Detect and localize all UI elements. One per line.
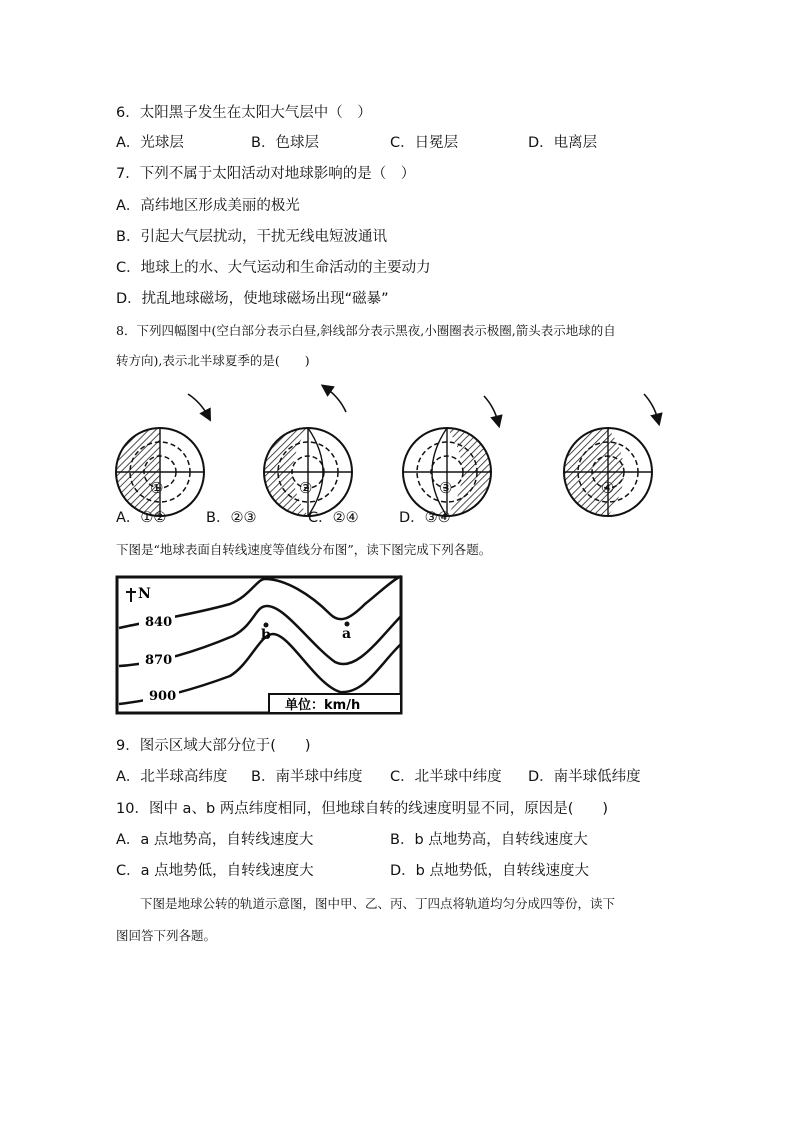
north-label: N bbox=[138, 586, 151, 602]
q9-option-b: B．南半球中纬度 bbox=[251, 769, 363, 785]
q8-stem-line1: 8．下列四幅图中(空白部分表示白昼,斜线部分表示黑夜,小圈圈表示极圈,箭头表示地球的自 bbox=[116, 323, 616, 338]
point-a-label: a bbox=[342, 626, 352, 642]
q7-stem: 7．下列不属于太阳活动对地球影响的是（ ） bbox=[116, 166, 416, 182]
figure-label-3: ③ bbox=[439, 479, 453, 497]
q8-stem-line2: 转方向),表示北半球夏季的是( ) bbox=[116, 353, 310, 368]
q9-option-c: C．北半球中纬度 bbox=[390, 769, 502, 785]
q10-stem: 10．图中 a、b 两点纬度相同，但地球自转的线速度明显不同，原因是( ) bbox=[116, 801, 609, 817]
map-intro: 下图是“地球表面自转线速度等值线分布图”，读下图完成下列各题。 bbox=[116, 542, 492, 557]
q9-option-d: D．南半球低纬度 bbox=[528, 769, 641, 785]
q10-option-c: C．a 点地势低，自转线速度大 bbox=[116, 863, 314, 879]
contour-label-900: 900 bbox=[149, 689, 177, 704]
q10-option-a: A．a 点地势高，自转线速度大 bbox=[116, 832, 314, 848]
q8-figures bbox=[0, 380, 794, 520]
point-b-label: b bbox=[261, 627, 271, 643]
q6-option-a: A．光球层 bbox=[116, 135, 184, 151]
q8-option-c: C．②④ bbox=[308, 510, 359, 526]
q8-option-b: B．②③ bbox=[206, 510, 257, 526]
q9-stem: 9．图示区域大部分位于( ) bbox=[116, 738, 311, 754]
q6-option-d: D．电离层 bbox=[528, 135, 598, 151]
q7-option-c: C．地球上的水、大气运动和生命活动的主要动力 bbox=[116, 260, 431, 276]
contour-label-840: 840 bbox=[145, 615, 173, 630]
figure-label-2: ② bbox=[299, 479, 313, 497]
q7-option-b: B．引起大气层扰动，干扰无线电短波通讯 bbox=[116, 229, 387, 245]
orbit-intro-line1: 下图是地球公转的轨道示意图，图中甲、乙、丙、丁四点将轨道均匀分成四等份，读下 bbox=[140, 896, 616, 911]
q7-option-d: D．扰乱地球磁场，使地球磁场出现“磁暴” bbox=[116, 291, 389, 307]
q10-option-b: B．b 点地势高，自转线速度大 bbox=[390, 832, 588, 848]
q7-option-a: A．高纬地区形成美丽的极光 bbox=[116, 198, 300, 214]
q9-option-a: A．北半球高纬度 bbox=[116, 769, 228, 785]
q6-option-c: C．日冕层 bbox=[390, 135, 459, 151]
velocity-contour-map bbox=[115, 574, 405, 716]
globe-figure-3 bbox=[403, 396, 498, 516]
orbit-intro-line2: 图回答下列各题。 bbox=[116, 928, 217, 943]
figure-label-4: ④ bbox=[601, 479, 615, 497]
q8-option-d: D．③④ bbox=[399, 510, 451, 526]
q10-option-d: D．b 点地势低，自转线速度大 bbox=[390, 863, 589, 879]
contour-label-870: 870 bbox=[145, 653, 173, 668]
q8-option-a: A．①② bbox=[116, 510, 167, 526]
q6-option-b: B．色球层 bbox=[251, 135, 319, 151]
unit-label: 单位：km/h bbox=[285, 698, 361, 713]
figure-label-1: ① bbox=[150, 479, 164, 497]
q6-stem: 6．太阳黑子发生在太阳大气层中（ ） bbox=[116, 105, 372, 121]
